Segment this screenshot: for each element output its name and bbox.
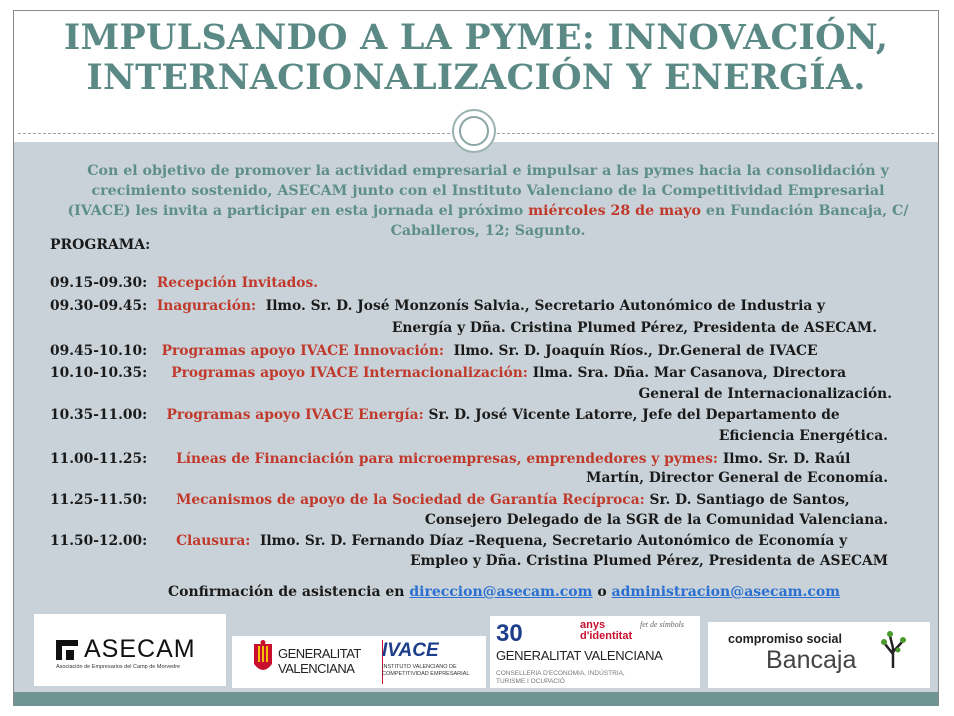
program-row <box>50 343 818 359</box>
program-topic: Mecanismos de apoyo de la Sociedad de Garantía Recíproca: <box>176 492 645 508</box>
asecam-logo <box>34 614 226 686</box>
program-speaker: Ilma. Sra. Dña. Mar Casanova, Directora <box>532 365 847 381</box>
ivace-sub-1: INSTITUTO VALENCIANO DE <box>382 664 457 670</box>
program-row <box>50 533 847 549</box>
program-time: 09.30-09.45: <box>50 298 148 314</box>
program-topic: Clausura: <box>176 533 251 549</box>
program-time: 10.10-10.35: <box>50 365 148 381</box>
program-row <box>50 275 318 291</box>
anys-cons2: TURISME I OCUPACIÓ <box>496 678 565 685</box>
program-time: 11.00-11.25: <box>50 451 148 467</box>
program-speaker-cont: Empleo y Dña. Cristina Plumed Pérez, Presidenta de ASECAM <box>410 553 888 569</box>
title-line-1: IMPULSANDO A LA PYME: INNOVACIÓN, <box>63 17 889 58</box>
program-speaker-cont: Consejero Delegado de la SGR de la Comunidad Valenciana. <box>424 512 888 528</box>
anys-conselleria <box>496 670 625 686</box>
bancaja-line2: Bancaja <box>766 646 857 674</box>
asecam-mark-icon <box>56 640 78 660</box>
circle-ornament-icon <box>452 109 496 153</box>
gv-shield-icon <box>252 640 274 680</box>
gv-line1: GENERALITAT <box>278 646 361 661</box>
bancaja-line1: compromiso social <box>728 632 842 646</box>
program-row <box>50 365 846 381</box>
intro-text-2: en Fundación Bancaja, C/ Caballeros, 12; Sagunto. <box>390 203 909 239</box>
anys-words <box>580 620 632 642</box>
anys-identitat-logo <box>490 616 700 688</box>
program-time: 11.25-11.50: <box>50 492 148 508</box>
anys-word1: anys <box>580 619 606 631</box>
anys-gv: GENERALITAT VALENCIANA <box>496 648 663 663</box>
footer-bar <box>14 692 938 706</box>
program-speaker-cont: Eficiencia Energética. <box>718 428 888 444</box>
program-topic: Recepción Invitados. <box>156 275 319 291</box>
confirmation-text: Confirmación de asistencia en <box>168 584 405 600</box>
program-row <box>50 407 840 423</box>
program-topic: Programas apoyo IVACE Internacionalización: <box>171 365 528 381</box>
program-topic: Programas apoyo IVACE Energía: <box>166 407 424 423</box>
ivace-sub-2: COMPETITIVIDAD EMPRESARIAL <box>382 671 470 677</box>
program-time: 10.35-11.00: <box>50 407 148 423</box>
intro-text-1: Con el objetivo de promover la actividad empresarial e impulsar a las pymes hacia la consolidación y crecimiento sostenido, ASECAM junto con el Instituto Valenciano de la Competitividad Empresarial (IVACE) les invita a participar en esta jornada el próximo <box>67 163 889 219</box>
ivace-name: IVACE <box>382 640 439 661</box>
program-speaker: Ilmo. Sr. D. Joaquín Ríos., Dr.General de IVACE <box>453 343 818 359</box>
program-topic: Líneas de Financiación para microempresas, emprendedores y pymes: <box>176 451 719 467</box>
email-link-direccion[interactable]: direccion@asecam.com <box>409 584 593 600</box>
page-title <box>14 18 938 98</box>
program-heading: PROGRAMA: <box>50 237 151 253</box>
bancaja-logo <box>708 622 930 688</box>
title-line-2: INTERNACIONALIZACIÓN Y ENERGÍA. <box>86 57 866 98</box>
program-topic: Inaguración: <box>156 298 257 314</box>
program-speaker: Sr. D. José Vicente Latorre, Jefe del Departamento de <box>428 407 840 423</box>
program-topic: Programas apoyo IVACE Innovación: <box>161 343 445 359</box>
program-speaker: Sr. D. Santiago de Santos, <box>649 492 850 508</box>
program-speaker-cont: Martín, Director General de Economía. <box>586 470 888 486</box>
gv-line2: VALENCIANA <box>278 661 355 676</box>
anys-cons1: CONSELLERIA D'ECONOMIA, INDÚSTRIA, <box>496 670 625 677</box>
program-time: 09.15-09.30: <box>50 275 148 291</box>
program-row <box>50 298 825 314</box>
program-time: 09.45-10.10: <box>50 343 148 359</box>
intro-paragraph <box>62 161 914 241</box>
program-speaker-cont: Energía y Dña. Cristina Plumed Pérez, Presidenta de ASECAM. <box>391 320 877 336</box>
program-row <box>50 492 850 508</box>
ivace-sub <box>382 664 469 678</box>
intro-date-highlight: miércoles 28 de mayo <box>528 203 701 219</box>
program-speaker: Ilmo. Sr. D. Raúl <box>722 451 851 467</box>
confirmation-line <box>168 584 840 600</box>
program-speaker-cont: General de Internacionalización. <box>638 386 892 402</box>
anys-number: 30 <box>496 620 523 647</box>
program-time: 11.50-12.00: <box>50 533 148 549</box>
program-row <box>50 451 850 467</box>
program-speaker: Ilmo. Sr. D. Fernando Díaz –Requena, Secretario Autonómico de Economía y <box>259 533 848 549</box>
gv-text <box>278 646 361 676</box>
bancaja-tree-icon <box>878 630 908 670</box>
program-speaker: Ilmo. Sr. D. José Monzonís Salvia., Secretario Autonómico de Industria y <box>265 298 826 314</box>
anys-tag: fet de símbols <box>640 620 684 629</box>
gv-ivace-logos <box>232 636 486 688</box>
anys-word2: d'identitat <box>580 630 633 642</box>
asecam-name: ASECAM <box>84 635 196 663</box>
email-link-administracion[interactable]: administracion@asecam.com <box>611 584 841 600</box>
confirmation-or: o <box>597 584 607 600</box>
asecam-sub: Asociación de Empresarios del Camp de Morvedre <box>56 664 181 670</box>
